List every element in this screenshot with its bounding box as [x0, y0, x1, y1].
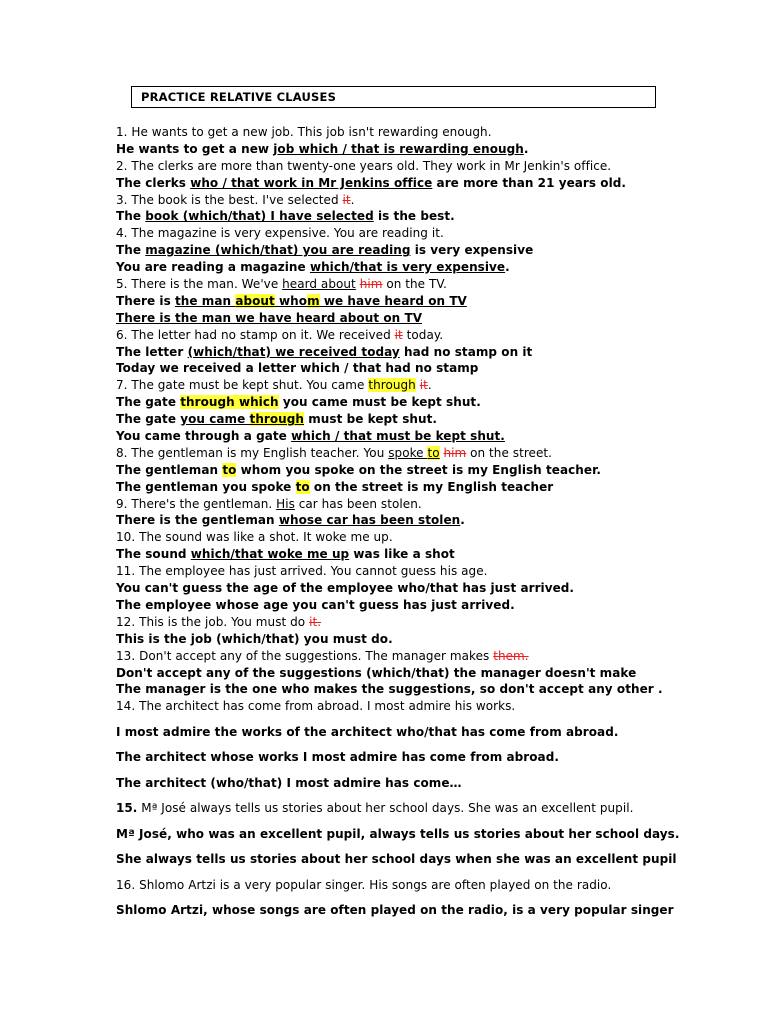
- text-segment: Mª José always tells us stories about her school days. She was an excellent pupil.: [137, 801, 634, 816]
- question-line: [116, 496, 756, 513]
- underlined-phrase: we have heard on TV: [319, 293, 467, 308]
- text-segment: 3. The book is the best. I've selected: [116, 192, 343, 207]
- highlighted-word: to: [222, 462, 237, 477]
- answer-line: [116, 242, 756, 259]
- text-segment: on the TV.: [382, 277, 447, 292]
- text-segment: You can't guess the age of the employee who/that has just arrived.: [116, 581, 575, 596]
- underlined-phrase: magazine (which/that) you are reading: [145, 243, 411, 258]
- highlighted-word: m: [307, 293, 320, 308]
- highlighted-word: through: [249, 412, 304, 427]
- text-segment: The employee whose age you can't guess has just arrived.: [116, 597, 515, 612]
- text-segment: .: [427, 378, 432, 393]
- text-segment: Today we received a letter which / that had no stamp: [116, 361, 479, 376]
- text-segment: you came must be kept shut.: [278, 395, 481, 410]
- text-segment: today.: [402, 327, 444, 342]
- answer-line: [116, 293, 756, 310]
- question-line: [116, 124, 756, 141]
- answer-line: [116, 775, 756, 792]
- highlighted-word: through: [368, 378, 416, 393]
- exercise-list: [116, 124, 756, 919]
- question-line: [116, 614, 756, 631]
- answer-line: [116, 141, 756, 158]
- struck-word: it: [419, 378, 428, 393]
- question-line: [116, 225, 756, 242]
- text-segment: Shlomo Artzi, whose songs are often played on the radio, is a very popular singer: [116, 903, 674, 918]
- answer-line: [116, 724, 756, 741]
- text-segment: 1. He wants to get a new job. This job isn't rewarding enough.: [116, 125, 492, 139]
- text-segment: She always tells us stories about her school days when she was an excellent pupil: [116, 852, 677, 867]
- text-segment: is very expensive: [410, 243, 534, 258]
- answer-line: [116, 546, 756, 563]
- text-segment: was like a shot: [349, 547, 455, 562]
- underlined-phrase: There is the man we have heard about on TV: [116, 310, 423, 325]
- text-segment: The clerks: [116, 175, 191, 190]
- text-segment: The gate: [116, 412, 181, 427]
- text-segment: The gentleman: [116, 462, 223, 477]
- text-segment: on the street is my English teacher: [309, 479, 554, 494]
- text-segment: .: [460, 513, 465, 528]
- underlined-phrase: His: [276, 496, 295, 511]
- underlined-phrase: book (which/that) I have selected: [145, 209, 374, 224]
- text-segment: The architect whose works I most admire has come from abroad.: [116, 750, 559, 765]
- underlined-phrase: who / that work in Mr Jenkins office: [190, 175, 433, 190]
- underlined-phrase: which / that must be kept shut.: [291, 429, 505, 444]
- text-segment: The gentleman you spoke: [116, 479, 296, 494]
- text-segment: The architect (who/that) I most admire has come…: [116, 775, 462, 790]
- underlined-phrase: spoke: [388, 445, 428, 460]
- text-segment: 13. Don't accept any of the suggestions. The manager makes: [116, 648, 494, 663]
- text-segment: .: [523, 141, 529, 156]
- highlighted-word: about: [235, 293, 275, 308]
- underlined-phrase: which/that woke me up: [190, 547, 350, 562]
- text-segment: 7. The gate must be kept shut. You came: [116, 378, 369, 393]
- question-line: [116, 158, 756, 175]
- text-segment: 5. There is the man. We've: [116, 277, 283, 292]
- answer-line: [116, 428, 756, 445]
- text-segment: 10. The sound was like a shot. It woke me up.: [116, 530, 393, 545]
- question-line: [116, 698, 756, 715]
- question-line: [116, 529, 756, 546]
- text-segment: 6. The letter had no stamp on it. We received: [116, 327, 395, 342]
- answer-line: [116, 631, 756, 648]
- question-line: [116, 276, 756, 293]
- answer-line: [116, 681, 756, 698]
- question-line: [116, 563, 756, 580]
- answer-line: [116, 259, 756, 276]
- struck-word: it: [342, 192, 351, 207]
- answer-line: [116, 411, 756, 428]
- underlined-phrase: which/that is very expensive: [309, 260, 506, 275]
- text-segment: The: [116, 243, 146, 258]
- underlined-phrase: job which / that is rewarding enough: [273, 141, 524, 156]
- answer-line: [116, 851, 756, 868]
- underlined-phrase: who: [274, 293, 308, 308]
- text-segment: He wants to get a new: [116, 141, 274, 156]
- text-segment: There is the gentleman: [116, 513, 279, 528]
- answer-line: [116, 344, 756, 361]
- struck-word: it: [394, 327, 403, 342]
- text-segment: The: [116, 209, 146, 224]
- struck-word: him: [359, 277, 383, 292]
- answer-line: [116, 749, 756, 766]
- text-segment: You came through a gate: [116, 429, 292, 444]
- highlighted-word: to: [295, 479, 310, 494]
- text-segment: You are reading a magazine: [116, 260, 310, 275]
- text-segment: car has been stolen.: [294, 496, 422, 511]
- text-segment: I most admire the works of the architect who/that has come from abroad.: [116, 724, 619, 739]
- text-segment: 4. The magazine is very expensive. You are reading it.: [116, 226, 444, 241]
- question-line: [116, 800, 756, 817]
- underlined-phrase: the man: [175, 293, 236, 308]
- text-segment: There is: [116, 293, 175, 308]
- text-segment: 12. This is the job. You must do: [116, 614, 310, 629]
- answer-line: [116, 665, 756, 682]
- underlined-phrase: heard about: [282, 277, 356, 292]
- underlined-phrase: whose car has been stolen: [278, 513, 461, 528]
- text-segment: 8. The gentleman is my English teacher. You: [116, 445, 389, 460]
- title-box: [131, 86, 656, 108]
- text-segment: 2. The clerks are more than twenty-one years old. They work in Mr Jenkin's office.: [116, 158, 612, 173]
- text-segment: The gate: [116, 395, 181, 410]
- text-segment: .: [505, 260, 510, 275]
- page-title: PRACTICE RELATIVE CLAUSES: [141, 90, 337, 104]
- text-segment: 9. There's the gentleman.: [116, 496, 277, 511]
- struck-word: it.: [309, 614, 322, 629]
- text-segment: are more than 21 years old.: [432, 175, 626, 190]
- text-segment: The manager is the one who makes the suggestions, so don't accept any other .: [116, 682, 663, 697]
- answer-line: [116, 208, 756, 225]
- struck-word: him: [443, 445, 467, 460]
- text-segment: 15.: [116, 801, 138, 816]
- text-segment: must be kept shut.: [304, 412, 437, 427]
- question-line: [116, 877, 756, 894]
- text-segment: whom you spoke on the street is my English teacher.: [236, 462, 601, 477]
- answer-line: [116, 479, 756, 496]
- text-segment: is the best.: [373, 209, 455, 224]
- question-line: [116, 192, 756, 209]
- underlined-phrase: you came: [180, 412, 250, 427]
- answer-line: [116, 902, 756, 919]
- text-segment: 16. Shlomo Artzi is a very popular singer. His songs are often played on the radio.: [116, 877, 612, 892]
- text-segment: Mª José, who was an excellent pupil, always tells us stories about her school days.: [116, 826, 680, 841]
- answer-line: [116, 580, 756, 597]
- text-segment: on the street.: [466, 445, 553, 460]
- answer-line: [116, 175, 756, 192]
- text-segment: Don't accept any of the suggestions (which/that) the manager doesn't make: [116, 665, 637, 680]
- highlighted-word: through which: [180, 395, 279, 410]
- text-segment: .: [350, 192, 355, 207]
- answer-line: [116, 512, 756, 529]
- answer-line: [116, 826, 756, 843]
- text-segment: The letter: [116, 344, 188, 359]
- text-segment: This is the job (which/that) you must do.: [116, 631, 393, 646]
- question-line: [116, 377, 756, 394]
- answer-line: [116, 462, 756, 479]
- answer-line: [116, 597, 756, 614]
- answer-line: [116, 360, 756, 377]
- text-segment: The sound: [116, 547, 191, 562]
- answer-line: [116, 394, 756, 411]
- question-line: [116, 445, 756, 462]
- underlined-phrase: (which/that) we received today: [187, 344, 400, 359]
- text-segment: 14. The architect has come from abroad. I most admire his works.: [116, 699, 516, 714]
- answer-line: [116, 310, 756, 327]
- question-line: [116, 327, 756, 344]
- text-segment: 11. The employee has just arrived. You cannot guess his age.: [116, 564, 488, 579]
- question-line: [116, 648, 756, 665]
- text-segment: had no stamp on it: [399, 344, 533, 359]
- highlighted-word: to: [427, 445, 440, 460]
- struck-word: them.: [493, 648, 529, 663]
